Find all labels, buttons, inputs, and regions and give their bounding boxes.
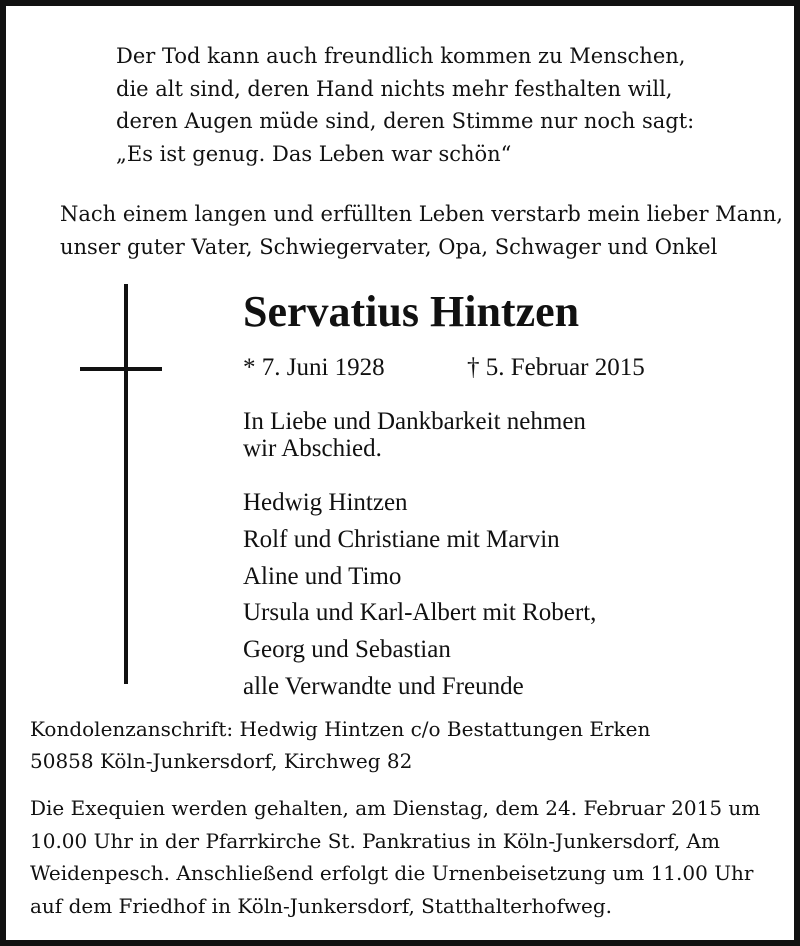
cross-horizontal-bar [80, 367, 162, 371]
farewell-line: In Liebe und Dankbarkeit nehmen [243, 408, 586, 435]
birth-date: * 7. Juni 1928 [243, 354, 385, 381]
farewell-text [243, 408, 586, 462]
address-line: 50858 Köln-Junkersdorf, Kirchweg 82 [30, 749, 413, 773]
mourner-item: Ursula und Karl-Albert mit Robert, [243, 599, 597, 627]
service-line: auf dem Friedhof in Köln-Junkersdorf, Statthalterhofweg. [30, 893, 612, 918]
mourner-item: Georg und Sebastian [243, 636, 451, 664]
service-line: Weidenpesch. Anschließend erfolgt die Urnenbeisetzung um 11.00 Uhr [30, 861, 754, 885]
service-line: 10.00 Uhr in der Pfarrkirche St. Pankratius in Köln-Junkersdorf, Am [30, 828, 720, 853]
poem-line: deren Augen müde sind, deren Stimme nur noch sagt: [116, 109, 695, 133]
farewell-line: wir Abschied. [243, 435, 382, 462]
funeral-service-info [30, 792, 760, 922]
death-date: † 5. Februar 2015 [467, 354, 645, 381]
poem [116, 40, 694, 170]
poem-line: Der Tod kann auch freundlich kommen zu Menschen, [116, 44, 686, 68]
cross-vertical-bar [124, 284, 128, 684]
intro-line: Nach einem langen und erfüllten Leben verstarb mein lieber Mann, [60, 202, 783, 226]
condolence-address [30, 713, 650, 777]
intro-line: unser guter Vater, Schwiegervater, Opa, Schwager und Onkel [60, 234, 718, 259]
mourner-item: Hedwig Hintzen [243, 489, 408, 516]
mourner-item: Aline und Timo [243, 562, 402, 590]
intro-text [60, 198, 783, 263]
deceased-name: Servatius Hintzen [243, 287, 580, 336]
mourners-list [243, 485, 596, 706]
mourner-item: alle Verwandte und Freunde [243, 672, 524, 700]
poem-line: die alt sind, deren Hand nichts mehr festhalten will, [116, 76, 673, 101]
service-line: Die Exequien werden gehalten, am Dienstag, dem 24. Februar 2015 um [30, 796, 761, 820]
poem-line: „Es ist genug. Das Leben war schön“ [116, 141, 512, 166]
address-line: Kondolenzanschrift: Hedwig Hintzen c/o Bestattungen Erken [30, 717, 651, 741]
mourner-item: Rolf und Christiane mit Marvin [243, 525, 560, 553]
